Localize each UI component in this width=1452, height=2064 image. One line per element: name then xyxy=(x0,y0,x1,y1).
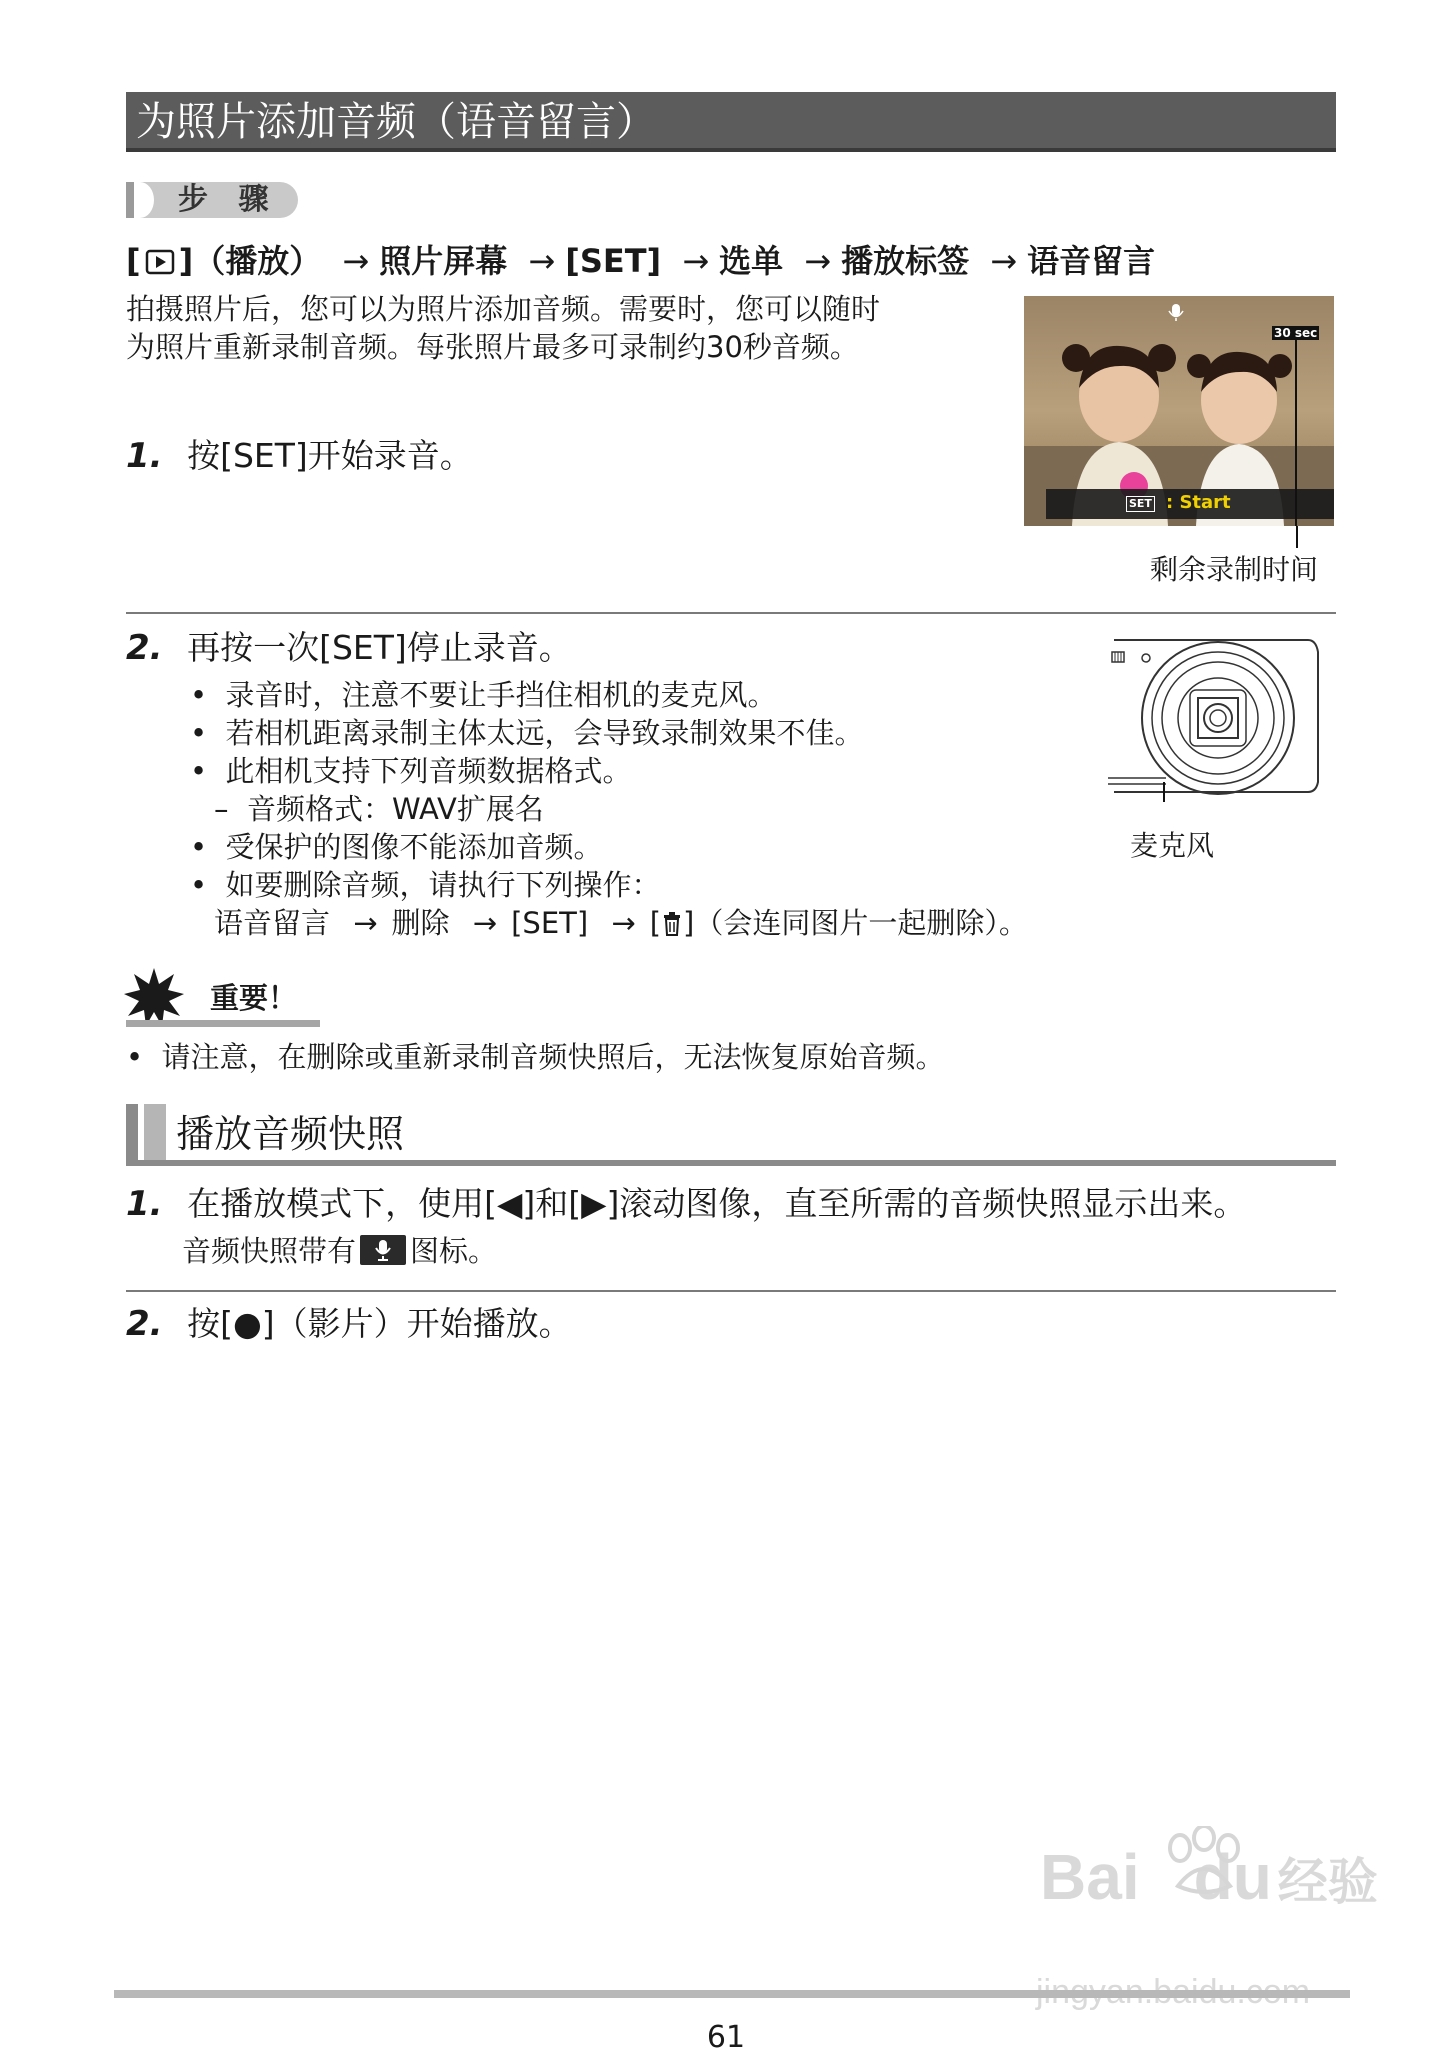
path-item: [SET] xyxy=(565,242,662,280)
playback-step-1-note xyxy=(182,1232,497,1270)
path-bracket: [ xyxy=(126,242,141,280)
list-subitem-text: 音频格式：WAV扩展名 xyxy=(246,792,544,826)
section-marker xyxy=(126,1104,138,1166)
starburst-icon xyxy=(124,966,184,1026)
path-arrow: → xyxy=(342,242,370,280)
divider xyxy=(126,612,1336,614)
camera-front-illustration xyxy=(1108,632,1324,802)
list-item-text: 录音时，注意不要让手挡住相机的麦克风。 xyxy=(225,678,777,712)
note-text: 图标。 xyxy=(410,1234,498,1268)
path-arrow: → xyxy=(353,906,378,940)
watermark-brand-1: Bai xyxy=(1040,1841,1140,1913)
path-item: 语音留言 xyxy=(1027,242,1156,280)
start-label: : Start xyxy=(1166,492,1231,513)
list-item: • 若相机距离录制主体太远，会导致录制效果不佳。 xyxy=(190,716,864,750)
callout-line xyxy=(1296,526,1298,548)
step-2-bullets xyxy=(190,676,1028,942)
path-arrow: → xyxy=(804,242,832,280)
baidu-watermark xyxy=(1040,1842,1378,1914)
path-item: 语音留言 xyxy=(214,906,331,940)
path-arrow: → xyxy=(990,242,1018,280)
step-1 xyxy=(126,432,473,480)
list-item-text: 此相机支持下列音频数据格式。 xyxy=(225,754,632,788)
path-item: [SET] xyxy=(511,906,589,940)
steps-label-text: 步 骤 xyxy=(178,182,279,217)
important-title: 重要！ xyxy=(210,981,298,1015)
intro-paragraph: 拍摄照片后，您可以为照片添加音频。需要时，您可以随时为照片重新录制音频。每张照片最多可录制约30秒音频。 xyxy=(126,292,881,364)
step-number: 1. xyxy=(126,436,163,476)
path-arrow: → xyxy=(528,242,556,280)
microphone-caption: 麦克风 xyxy=(1130,829,1215,862)
list-item-text: 如要删除音频，请执行下列操作： xyxy=(225,868,661,902)
timer-readout: 30 sec xyxy=(1274,326,1318,340)
step-text: 按[SET]开始录音。 xyxy=(187,436,473,475)
step-number: 1. xyxy=(126,1184,163,1224)
step-text: 再按一次[SET]停止录音。 xyxy=(187,628,572,667)
list-item: • 如要删除音频，请执行下列操作： xyxy=(190,868,661,902)
trash-icon xyxy=(661,911,683,937)
note-text: 音频快照带有 xyxy=(182,1234,357,1268)
steps-label xyxy=(126,180,300,220)
page-title: 为照片添加音频（语音留言） xyxy=(126,92,1336,152)
watermark-brand-3: 经验 xyxy=(1277,1854,1378,1910)
list-item-text: 受保护的图像不能添加音频。 xyxy=(225,830,603,864)
important-note-text: 请注意，在删除或重新录制音频快照后，无法恢复原始音频。 xyxy=(161,1040,945,1074)
important-note: • 请注意，在删除或重新录制音频快照后，无法恢复原始音频。 xyxy=(126,1040,945,1074)
delete-note: ]（会连同图片一起删除）。 xyxy=(683,906,1028,940)
playback-icon xyxy=(145,249,175,275)
path-item: 选单 xyxy=(719,242,784,280)
playback-step-2 xyxy=(126,1300,572,1348)
page-number: 61 xyxy=(706,2020,746,2055)
list-item: • 录音时，注意不要让手挡住相机的麦克风。 xyxy=(190,678,777,712)
path-arrow: → xyxy=(472,906,498,940)
step-text: 在播放模式下，使用[◀]和[▶]滚动图像，直至所需的音频快照显示出来。 xyxy=(187,1184,1247,1223)
microphone-icon xyxy=(360,1235,406,1265)
section-underline xyxy=(126,1160,1336,1166)
section-marker xyxy=(144,1104,166,1166)
path-bracket: [ xyxy=(649,906,662,940)
menu-path xyxy=(126,238,1155,284)
path-arrow: → xyxy=(682,242,710,280)
step-2 xyxy=(126,624,572,672)
step-number: 2. xyxy=(126,1304,163,1344)
list-subitem: – 音频格式：WAV扩展名 xyxy=(214,792,544,826)
step-text: 按[●]（影片）开始播放。 xyxy=(187,1304,572,1343)
section-title: 播放音频快照 xyxy=(176,1112,405,1156)
start-text: Start xyxy=(1179,492,1231,513)
watermark-brand-2: du xyxy=(1193,1841,1272,1913)
paw-icon xyxy=(1158,1826,1248,1896)
path-playback-label: ]（播放） xyxy=(178,242,322,280)
step-number: 2. xyxy=(126,628,163,668)
path-item: 播放标签 xyxy=(841,242,970,280)
path-item: 删除 xyxy=(391,906,450,940)
list-item: • 此相机支持下列音频数据格式。 xyxy=(190,754,632,788)
set-badge: SET xyxy=(1126,496,1155,512)
important-underline xyxy=(126,1020,320,1027)
remaining-time-caption: 剩余录制时间 xyxy=(1150,553,1319,586)
footer-rule xyxy=(114,1990,1350,1998)
recording-screen-photo xyxy=(1024,296,1334,526)
divider xyxy=(126,1290,1336,1292)
list-item: • 受保护的图像不能添加音频。 xyxy=(190,830,603,864)
path-item: 照片屏幕 xyxy=(379,242,508,280)
delete-path xyxy=(190,904,1028,942)
list-item-text: 若相机距离录制主体太远，会导致录制效果不佳。 xyxy=(225,716,864,750)
path-arrow: → xyxy=(611,906,636,940)
playback-step-1 xyxy=(126,1180,1246,1228)
